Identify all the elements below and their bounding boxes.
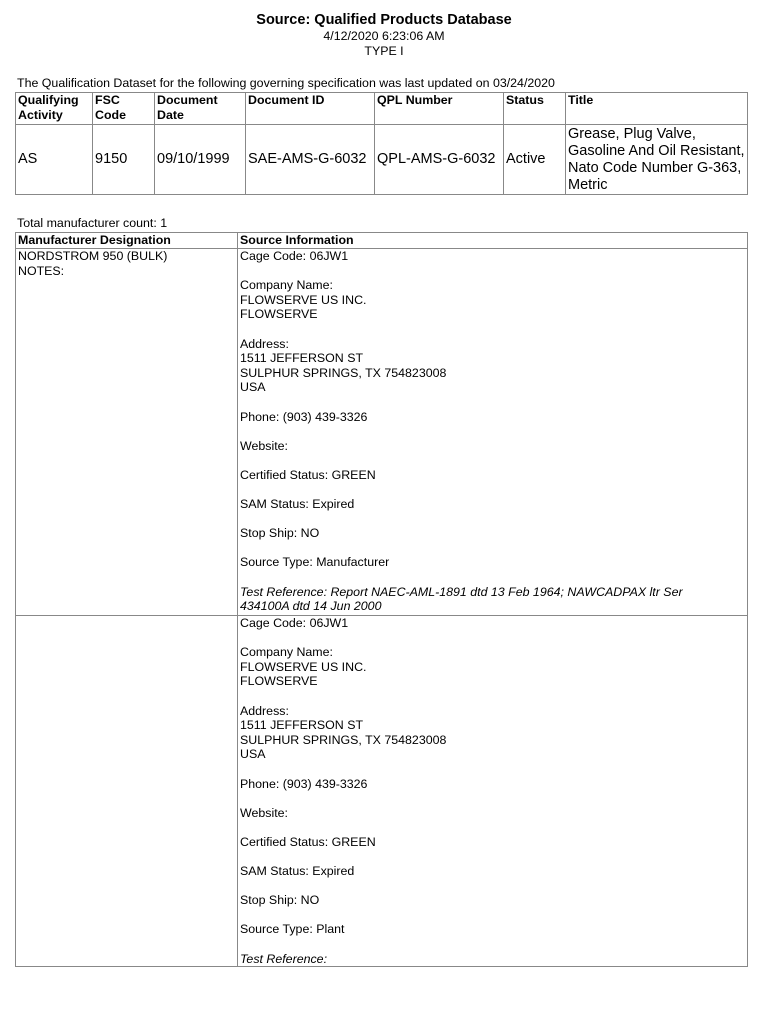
- company-name-line-2: FLOWSERVE: [240, 674, 318, 689]
- source-type: Source Type: Plant: [240, 922, 345, 937]
- manufacturer-count: Total manufacturer count: 1: [17, 216, 168, 230]
- company-name-line-1: FLOWSERVE US INC.: [240, 292, 367, 307]
- test-reference-line-1: Test Reference:: [240, 951, 328, 966]
- cell-document-id: SAE-AMS-G-6032: [246, 125, 375, 195]
- phone: Phone: (903) 439-3326: [240, 409, 368, 424]
- col-header-fsc-code: FSC Code: [93, 93, 155, 125]
- cell-status: Active: [504, 125, 566, 195]
- col-header-qpl-number: QPL Number: [375, 93, 504, 125]
- phone: Phone: (903) 439-3326: [240, 776, 368, 791]
- sam-status: SAM Status: Expired: [240, 497, 355, 512]
- manufacturer-table: [15, 232, 748, 967]
- document-title: Source: Qualified Products Database: [256, 12, 512, 28]
- specification-table: [15, 92, 748, 195]
- address-label: Address:: [240, 336, 289, 351]
- cell-source-information: [238, 249, 748, 616]
- col-header-status: Status: [504, 93, 566, 125]
- cell-qualifying-activity: AS: [16, 125, 93, 195]
- company-name-label: Company Name:: [240, 278, 333, 293]
- cell-document-date: 09/10/1999: [155, 125, 246, 195]
- company-name-label: Company Name:: [240, 645, 333, 660]
- cell-manufacturer-designation: [16, 249, 238, 616]
- address-line-3: USA: [240, 747, 266, 762]
- report-type: TYPE I: [364, 43, 404, 58]
- test-reference-line-1: Test Reference: Report NAEC-AML-1891 dtd 13 Feb 1964; NAWCADPAX ltr Ser: [240, 584, 683, 599]
- table-row: [16, 125, 748, 195]
- col-header-document-id: Document ID: [246, 93, 375, 125]
- address-line-2: SULPHUR SPRINGS, TX 754823008: [240, 732, 447, 747]
- certified-status: Certified Status: GREEN: [240, 467, 376, 482]
- table-row: [16, 616, 748, 967]
- col-header-title: Title: [566, 93, 748, 125]
- document-header: [0, 12, 768, 58]
- address-line-1: 1511 JEFFERSON ST: [240, 351, 364, 366]
- company-name-line-2: FLOWSERVE: [240, 307, 318, 322]
- spec-table-header-row: [16, 93, 748, 125]
- cage-code: Cage Code: 06JW1: [240, 249, 349, 263]
- cage-code: Cage Code: 06JW1: [240, 616, 349, 630]
- cell-source-information: [238, 616, 748, 967]
- cell-fsc-code: 9150: [93, 125, 155, 195]
- certified-status: Certified Status: GREEN: [240, 834, 376, 849]
- report-timestamp: 4/12/2020 6:23:06 AM: [323, 29, 445, 43]
- address-line-2: SULPHUR SPRINGS, TX 754823008: [240, 365, 447, 380]
- dataset-updated-note: The Qualification Dataset for the following governing specification was last updated on 03/24/2020: [17, 76, 555, 90]
- source-type: Source Type: Manufacturer: [240, 555, 390, 570]
- col-header-source-information: Source Information: [238, 233, 748, 249]
- website: Website:: [240, 438, 288, 453]
- sam-status: SAM Status: Expired: [240, 864, 355, 879]
- notes-label: NOTES:: [18, 263, 65, 278]
- col-header-manufacturer-designation: Manufacturer Designation: [16, 233, 238, 249]
- address-line-1: 1511 JEFFERSON ST: [240, 718, 364, 733]
- col-header-qualifying-activity: Qualifying Activity: [16, 93, 93, 125]
- company-name-line-1: FLOWSERVE US INC.: [240, 659, 367, 674]
- designation-text: NORDSTROM 950 (BULK): [18, 249, 168, 263]
- col-header-document-date: Document Date: [155, 93, 246, 125]
- test-reference-line-2: 434100A dtd 14 Jun 2000: [240, 599, 382, 614]
- stop-ship: Stop Ship: NO: [240, 893, 320, 908]
- mfr-table-header-row: [16, 233, 748, 249]
- stop-ship: Stop Ship: NO: [240, 526, 320, 541]
- address-line-3: USA: [240, 380, 266, 395]
- cell-qpl-number: QPL-AMS-G-6032: [375, 125, 504, 195]
- website: Website:: [240, 805, 288, 820]
- address-label: Address:: [240, 703, 289, 718]
- table-row: [16, 249, 748, 616]
- cell-title: Grease, Plug Valve, Gasoline And Oil Resistant, Nato Code Number G-363, Metric: [566, 125, 748, 195]
- cell-manufacturer-designation: [16, 616, 238, 967]
